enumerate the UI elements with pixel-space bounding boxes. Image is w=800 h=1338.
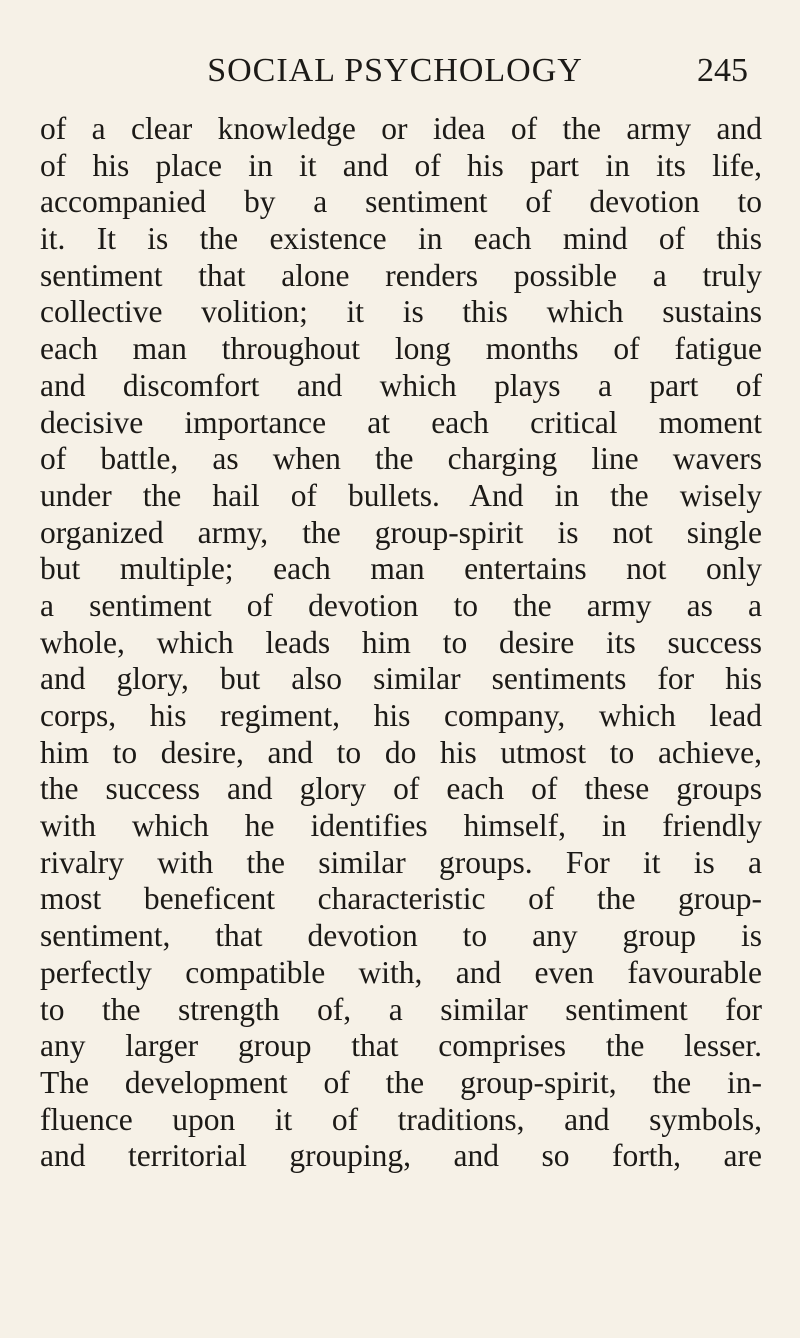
running-header — [40, 52, 760, 92]
page-number: 245 — [697, 52, 748, 89]
text-line: with which he identifies himself, in friendly — [40, 808, 762, 844]
text-line: corps, his regiment, his company, which lead — [40, 698, 762, 733]
text-line: decisive importance at each critical moment — [40, 404, 762, 440]
body-text — [40, 111, 762, 1175]
text-line: but multiple; each man entertains not only — [40, 551, 762, 587]
text-line: any larger group that comprises the lesser. — [40, 1028, 762, 1064]
text-line: sentiment that alone renders possible a truly — [40, 257, 762, 293]
text-line: and territorial grouping, and so forth, are — [40, 1138, 762, 1174]
text-line: sentiment, that devotion to any group is — [40, 918, 762, 954]
text-line: it. It is the existence in each mind of this — [40, 221, 762, 257]
text-line: rivalry with the similar groups. For it is a — [40, 844, 762, 880]
text-line: perfectly compatible with, and even favourable — [40, 954, 762, 990]
text-line: of a clear knowledge or idea of the army and — [40, 111, 762, 146]
text-line: and glory, but also similar sentiments for his — [40, 661, 762, 697]
text-line: under the hail of bullets. And in the wisely — [40, 477, 762, 513]
text-line: fluence upon it of traditions, and symbols, — [40, 1101, 762, 1137]
text-line: him to desire, and to do his utmost to achieve, — [40, 734, 762, 770]
text-line: of battle, as when the charging line wavers — [40, 441, 762, 477]
running-title: SOCIAL PSYCHOLOGY — [207, 52, 583, 89]
text-line: to the strength of, a similar sentiment for — [40, 991, 762, 1027]
text-line: and discomfort and which plays a part of — [40, 367, 762, 403]
text-line: collective volition; it is this which sustains — [40, 294, 762, 330]
text-line: whole, which leads him to desire its success — [40, 624, 762, 660]
text-line: a sentiment of devotion to the army as a — [40, 587, 762, 623]
text-line: The development of the group-spirit, the in- — [40, 1064, 762, 1100]
text-line: the success and glory of each of these groups — [40, 771, 762, 807]
text-line: accompanied by a sentiment of devotion to — [40, 184, 762, 220]
text-line: organized army, the group-spirit is not single — [40, 514, 762, 550]
text-line: most beneficent characteristic of the group- — [40, 881, 762, 917]
text-line: of his place in it and of his part in its life, — [40, 147, 762, 183]
text-line: each man throughout long months of fatigue — [40, 331, 762, 367]
